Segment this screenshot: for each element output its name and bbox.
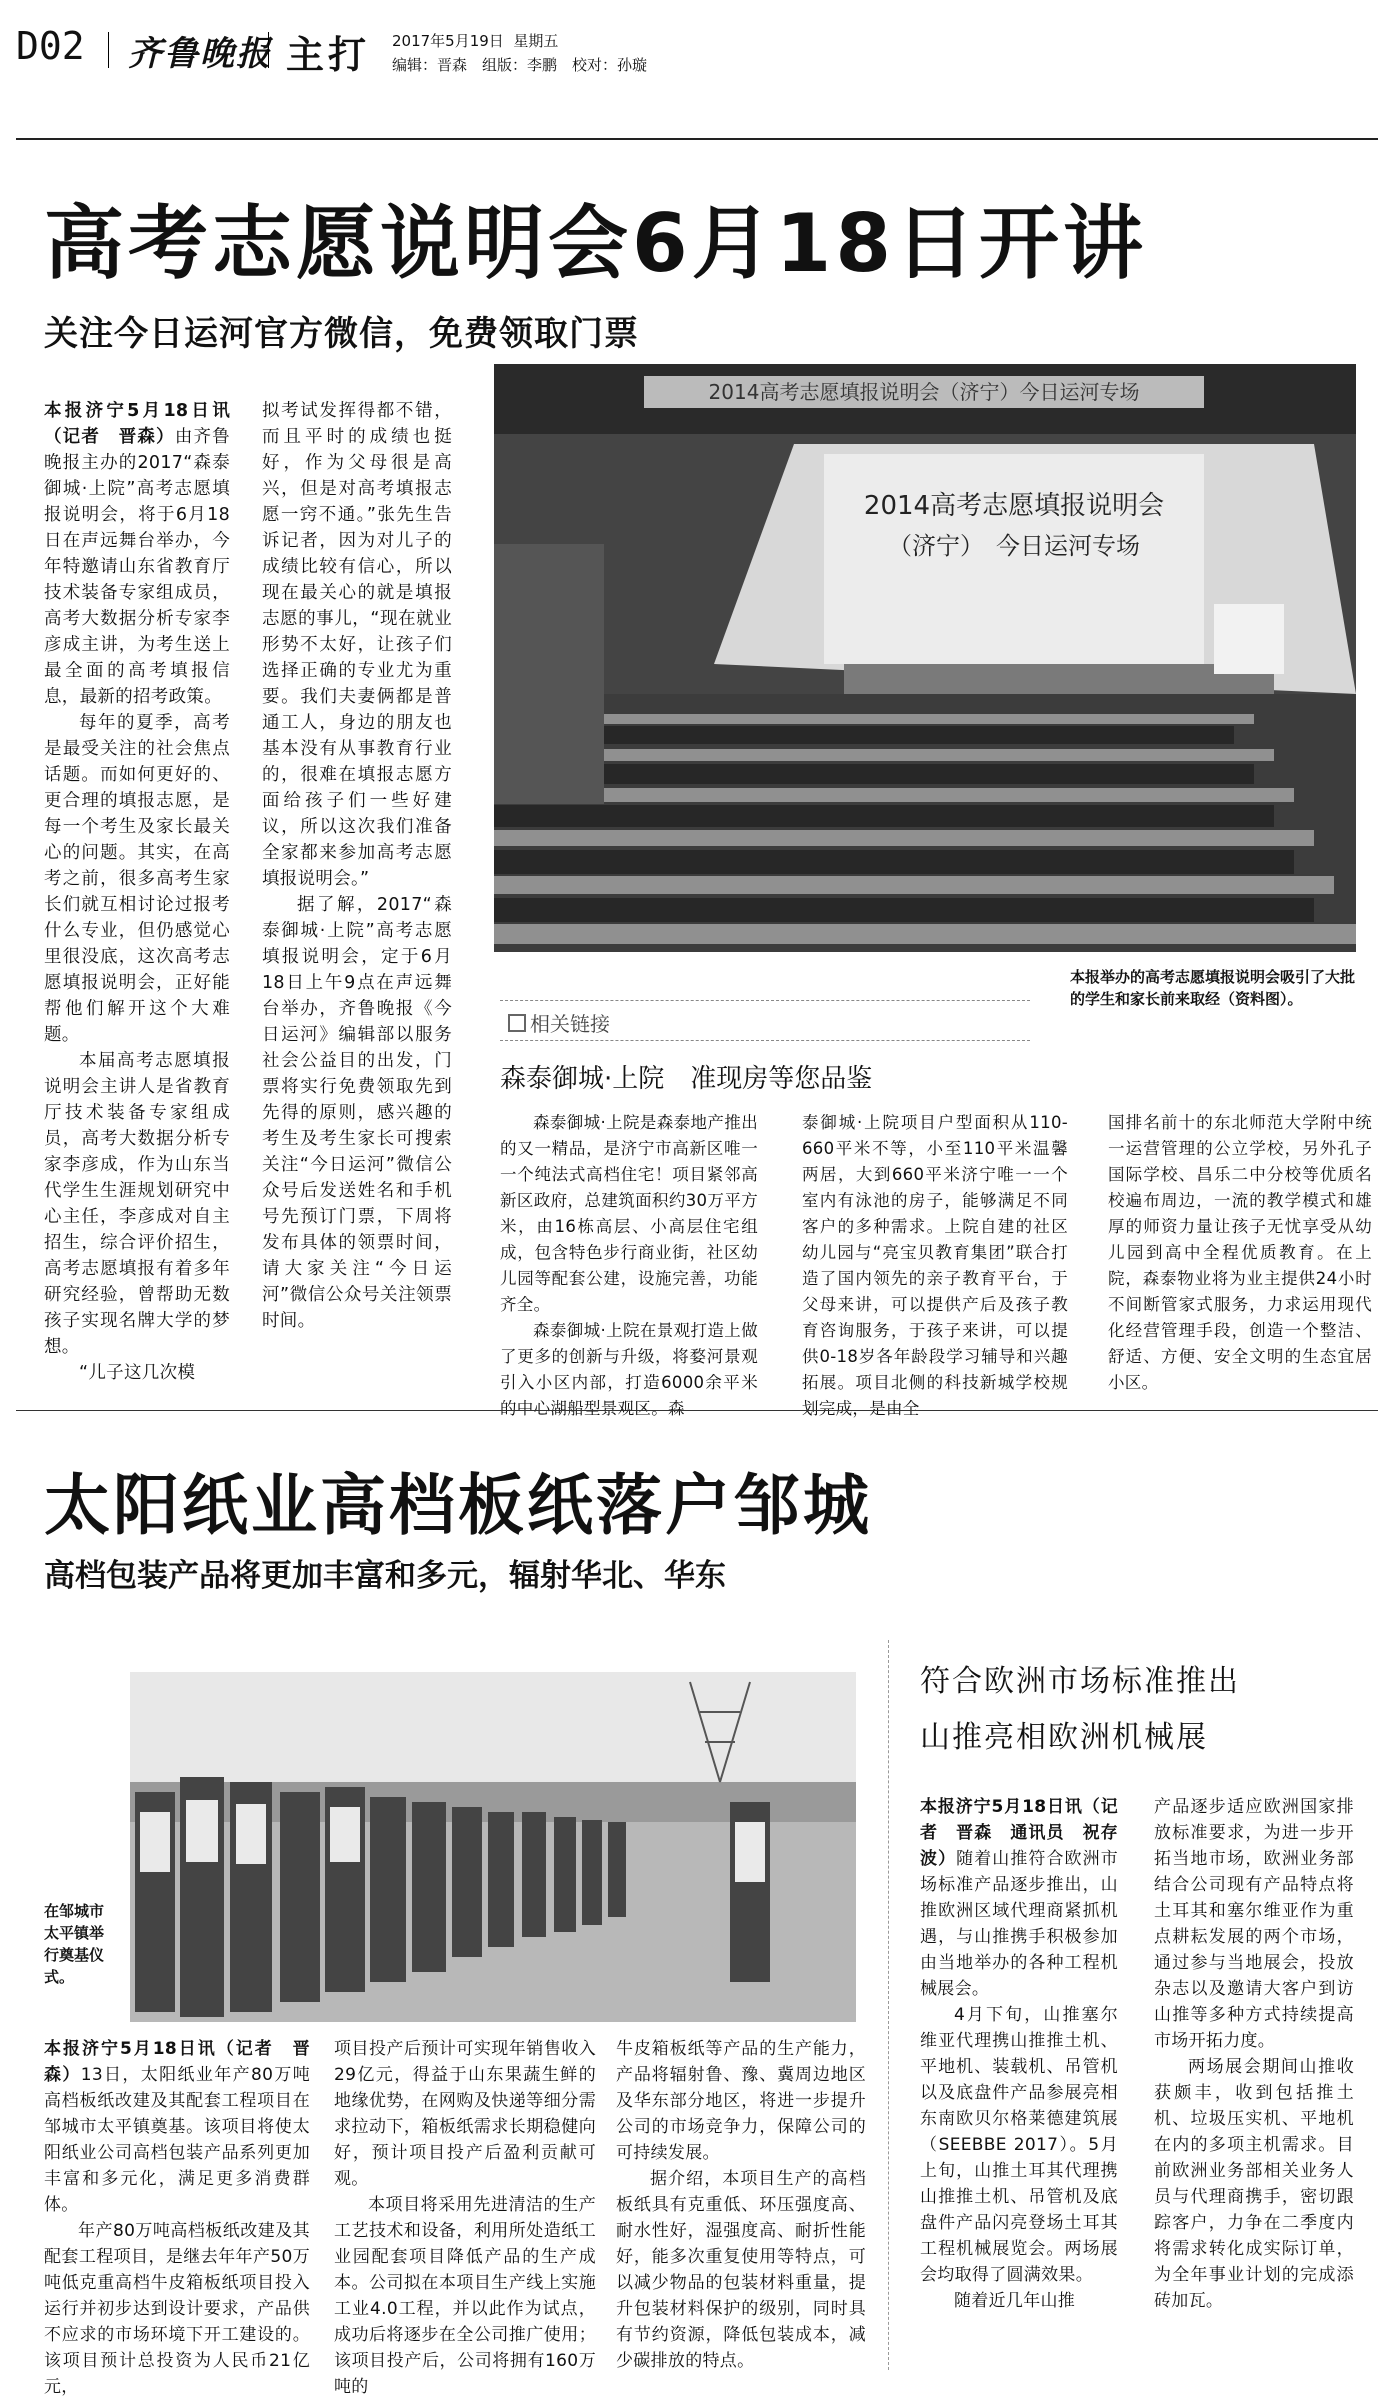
seminar-photo-caption: 本报举办的高考志愿填报说明会吸引了大批的学生和家长前来取经（资料图）。 xyxy=(1070,968,1356,1008)
article2-column-3: 牛皮箱板纸等产品的生产能力，产品将辐射鲁、豫、冀周边地区及华东部分地区，将进一步提升公司的市场竞争力，保障公司的可持续发展。 据介绍，本项目生产的高档板纸具有克重低、环压强度高、耐水性好，湿强度高、耐折性能好，能多次重复使用等特点，可以减少物品的包装材料重量，提升包装材料保护的级别，同时具有节约资源，降低包装成本，减少碳排放的特点。 xyxy=(616,2039,866,2371)
issue-date: 2017年5月19日 星期五 xyxy=(392,32,559,50)
article3-column-2: 产品逐步适应欧洲国家排放标准要求，为进一步开拓当地市场，欧洲业务部结合公司现有产品特点将土耳其和塞尔维亚作为重点耕耘发展的两个市场，通过参与当地展会，投放杂志以及邀请大客户到访山推等多种方式持续提高市场开拓力度。 两场展会期间山推收获颇丰，收到包括推土机、垃圾压实机、平地机在内的多项主机需求。目前欧洲业务部相关业务人员与代理商携手，密切跟踪客户，力争在二季度内将需求转化成实际订单，为全年事业计划的完成添砖加瓦。 xyxy=(1154,1797,1354,2311)
related-column-2: 泰御城·上院项目户型面积从110-660平米不等，小至110平米温馨两居，大到660平米济宁唯一一个室内有泳池的房子，能够满足不同客户的多种需求。上院自建的社区幼儿园与“亮宝贝教育集团”联合打造了国内领先的亲子教育平台，于父母来讲，可以提供产后及孩子教育咨询服务，于孩子来讲，可以提供0-18岁各年龄段学习辅导和兴趣拓展。项目北侧的科技新城学校规划完成，是由全 xyxy=(802,1113,1068,1418)
section-title: 主打 xyxy=(286,33,371,77)
groundbreaking-photo-caption: 在邹城市太平镇举行奠基仪式。 xyxy=(44,1902,105,1986)
section-divider xyxy=(16,1410,1378,1411)
dateline: 本报济宁5月18日讯（记者 晋森） xyxy=(44,2039,310,2085)
related-link-label: 相关链接 xyxy=(508,1008,610,1037)
header-rule xyxy=(16,138,1378,140)
article2-column-2: 项目投产后预计可实现年销售收入29亿元，得益于山东果蔬生鲜的地缘优势，在网购及快递等细分需求拉动下，箱板纸需求长期稳健向好，预计项目投产后盈利贡献可观。 本项目将采用先进清洁的生产工艺技术和设备，利用所处造纸工业园配套项目降低产品的生产成本。公司拟在本项目生产线上实施工业4.0工程，并以此作为试点，成功后将逐步在全公司推广使用；该项目投产后，公司将拥有160万吨的 xyxy=(334,2039,596,2397)
photo-top-banner: 2014高考志愿填报说明会（济宁）今日运河专场 xyxy=(708,380,1140,404)
article3-headline-line2: 山推亮相欧洲机械展 xyxy=(920,1720,1208,1755)
article2-subhead: 高档包装产品将更加丰富和多元，辐射华北、华东 xyxy=(44,1558,726,1594)
groundbreaking-photo xyxy=(130,1672,856,2022)
stage-screen-line1: 2014高考志愿填报说明会 xyxy=(863,491,1165,521)
newspaper-logo: 齐鲁晚报 xyxy=(128,34,272,74)
article2-headline: 太阳纸业高档板纸落户邹城 xyxy=(44,1467,872,1544)
related-column-3: 国排名前十的东北师范大学附中统一运营管理的公立学校，另外孔子国际学校、昌乐二中分校等优质名校遍布周边，一流的教学模式和雄厚的师资力量让孩子无忧享受从幼儿园到高中全程优质教育。在上院，森泰物业将为业主提供24小时不间断管家式服务，力求运用现代化经营管理手段，创造一个整洁、舒适、方便、安全文明的生态宜居小区。 xyxy=(1108,1113,1372,1392)
article3-headline-line1: 符合欧洲市场标准推出 xyxy=(920,1664,1240,1699)
auditorium-illustration xyxy=(494,364,1356,952)
related-column-1: 森泰御城·上院是森泰地产推出的又一精品，是济宁市高新区唯一一个纯法式高档住宅！项目紧邻高新区政府，总建筑面积约30万平方米，由16栋高层、小高层住宅组成，包含特色步行商业街，社区幼儿园等配套公建，设施完善，功能齐全。 森泰御城·上院在景观打造上做了更多的创新与升级，将婺河景观引入小区内部，打造6000余平米的中心湖船型景观区。森 xyxy=(500,1113,758,1418)
article1-subhead: 关注今日运河官方微信，免费领取门票 xyxy=(44,314,639,354)
dateline: 本报济宁5月18日讯（记者 晋森） xyxy=(44,401,230,447)
related-icon xyxy=(508,1014,526,1032)
ceremony-illustration xyxy=(130,1672,856,2022)
seminar-photo xyxy=(494,364,1356,952)
article1-column-2: 拟考试发挥得都不错，而且平时的成绩也挺好，作为父母很是高兴，但是对高考填报志愿一窍不通。”张先生告诉记者，因为对儿子的成绩比较有信心，所以现在最关心的就是填报志愿的事儿，“现在就业形势不太好，让孩子们选择正确的专业尤为重要。我们夫妻俩都是普通工人，身边的朋友也基本没有从事教育行业的，很难在填报志愿方面给孩子们一些好建议，所以这次我们准备全家都来参加高考志愿填报说明会。” 据了解，2017“森泰御城·上院”高考志愿填报说明会，定于6月18日上午9点在声远舞台举办，齐鲁晚报《今日运河》编辑部以服务社会公益目的出发，门票将实行免费领取先到先得的原则，感兴趣的考生及考生家长可搜索关注“今日运河”微信公众号后发送姓名和手机号先预订门票，下周将发布具体的领票时间，请大家关注“今日运河”微信公众号关注领票时间。 xyxy=(262,401,452,1331)
dateline: 本报济宁5月18日讯（记者 晋森 通讯员 祝存波） xyxy=(920,1797,1118,1869)
article1-headline: 高考志愿说明会6月18日开讲 xyxy=(44,197,1147,290)
article1-column-1: 本报济宁5月18日讯（记者 晋森）由齐鲁晚报主办的2017“森泰御城·上院”高考志愿填报说明会，将于6月18日在声远舞台举办，今年特邀请山东省教育厅技术装备专家组成员，高考大数据分析专家李彦成主讲，为考生送上最全面的高考填报信息，最新的招考政策。 每年的夏季，高考是最受关注的社会焦点话题。而如何更好的、更合理的填报志愿，是每一个考生及家长最关心的问题。其实，在高考之前，很多高考生家长们就互相讨论过报考什么专业，但仍感觉心里很没底，这次高考志愿填报说明会，正好能帮他们解开这个大难题。 本届高考志愿填报说明会主讲人是省教育厅技术装备专家组成员，高考大数据分析专家李彦成，作为山东当代学生生涯规划研究中心主任，李彦成对自主招生，综合评价招生，高考志愿填报有着多年研究经验，曾帮助无数孩子实现名牌大学的梦想。 “儿子这几次模 xyxy=(44,401,230,1383)
page-number: D02 xyxy=(16,24,85,68)
stage-screen-line2: （济宁） 今日运河专场 xyxy=(888,532,1140,560)
editor-credits: 编辑：晋森 组版：李鹏 校对：孙璇 xyxy=(392,56,648,74)
article3-column-1: 本报济宁5月18日讯（记者 晋森 通讯员 祝存波）随着山推符合欧洲市场标准产品逐步推出，山推欧洲区域代理商紧抓机遇，与山推携手积极参加由当地举办的各种工程机械展会。 4月下旬，山推塞尔维亚代理携山推推土机、平地机、装载机、吊管机以及底盘件产品参展亮相东南欧贝尔格莱德建筑展（SEEBBE 2017）。5月上旬，山推土耳其代理携山推推土机、吊管机及底盘件产品闪亮登场土耳其工程机械展览会。两场展会均取得了圆满效果。 随着近几年山推 xyxy=(920,1797,1118,2311)
related-title: 森泰御城·上院 准现房等您品鉴 xyxy=(500,1064,873,1094)
article2-column-1: 本报济宁5月18日讯（记者 晋森）13日，太阳纸业年产80万吨高档板纸改建及其配套工程项目在邹城市太平镇奠基。该项目将使太阳纸业公司高档包装产品系列更加丰富和多元化，满足更多消费群体。 年产80万吨高档板纸改建及其配套工程项目，是继去年年产50万吨低克重高档牛皮箱板纸项目投入运行并初步达到设计要求，产品供不应求的市场环境下开工建设的。该项目预计总投资为人民币21亿元， xyxy=(44,2039,310,2397)
